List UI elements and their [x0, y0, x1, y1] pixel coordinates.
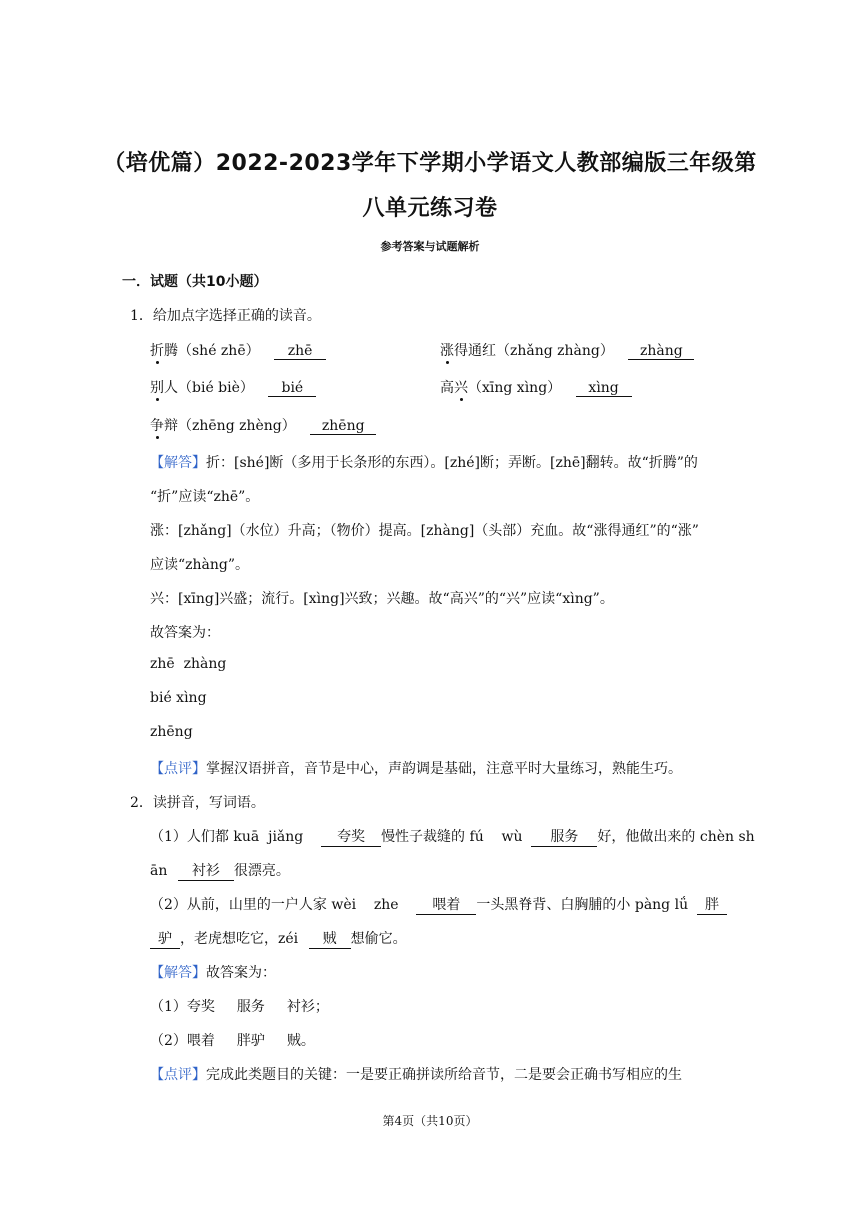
page-title: （培优篇）2022-2023学年下学期小学语文人教部编版三年级第 — [103, 151, 757, 176]
q1-item-5: 争辩（zhēng zhèng） zhēng — [150, 415, 376, 435]
q1-analysis-line-4: 应读“zhàng”。 — [150, 557, 250, 573]
answer-blank: bié — [268, 380, 316, 397]
answer-blank: 驴 — [150, 928, 180, 949]
q1-item-2: 涨得通红（zhǎng zhàng） zhàng — [440, 340, 694, 360]
page-title-line2: 八单元练习卷 — [362, 196, 498, 221]
answer-blank: 胖 — [697, 894, 727, 915]
dotted-char: 兴 — [454, 380, 468, 396]
q1-comment: 【点评】掌握汉语拼音，音节是中心，声韵调是基础，注意平时大量练习，熟能生巧。 — [150, 761, 682, 777]
q2-analysis: 【解答】故答案为： — [150, 965, 276, 981]
q1-analysis-line-6: 故答案为： — [150, 625, 220, 641]
comment-tag: 【点评】 — [150, 761, 206, 777]
dotted-char: 折 — [150, 343, 164, 359]
q1-answer-line-1: zhē zhàng — [150, 656, 227, 672]
answer-blank: zhē — [274, 343, 326, 360]
q2-answer-line-1: （1）夸奖 服务 衬衫； — [150, 999, 329, 1015]
comment-tag: 【点评】 — [150, 1067, 206, 1083]
q2-part-1-line-1: （1）人们都 kuā jiǎng 夸奖 慢性子裁缝的 fú wù 服务 好，他做出来的 chèn sh — [150, 826, 755, 847]
answer-blank: 贼 — [309, 928, 351, 949]
answer-blank: 服务 — [531, 826, 597, 847]
q1-analysis-line-2: “折”应读“zhē”。 — [150, 489, 260, 505]
analysis-tag: 【解答】 — [150, 965, 206, 981]
q1-analysis-line-5: 兴：[xīng]兴盛；流行。[xìng]兴致；兴趣。故“高兴”的“兴”应读“xìng”。 — [150, 591, 614, 607]
analysis-tag: 【解答】 — [150, 455, 206, 471]
q1-item-4: 高兴（xīng xìng） xìng — [440, 377, 632, 397]
section-heading: 一．试题（共10小题） — [122, 274, 268, 290]
dotted-char: 争 — [150, 418, 164, 434]
q1-analysis-line-3: 涨：[zhǎng]（水位）升高；（物价）提高。[zhàng]（头部）充血。故“涨得通红”的“涨” — [150, 523, 699, 539]
dotted-char: 别 — [150, 380, 164, 396]
answer-blank: 喂着 — [416, 894, 476, 915]
answer-blank: 衬衫 — [178, 860, 234, 881]
page-footer: 第4页（共10页） — [382, 1114, 478, 1128]
q2-part-2-line-1: （2）从前，山里的一户人家 wèi zhe 喂着 一头黑脊背、白胸脯的小 pàng lǘ 胖 — [150, 894, 727, 915]
q1-analysis-line-1: 【解答】折：[shé]断（多用于长条形的东西）。[zhé]断；弄断。[zhē]翻转。故“折腾”的 — [150, 455, 698, 471]
question-1-prompt: 1．给加点字选择正确的读音。 — [130, 308, 321, 324]
q2-answer-line-2: （2）喂着 胖驴 贼。 — [150, 1033, 315, 1049]
answer-blank: zhēng — [310, 418, 376, 435]
q2-part-2-line-2: 驴 ，老虎想吃它，zéi 贼 想偷它。 — [150, 928, 407, 949]
q1-item-3: 别人（bié biè） bié — [150, 377, 316, 397]
q1-answer-line-3: zhēng — [150, 724, 193, 740]
question-2-prompt: 2．读拼音，写词语。 — [130, 795, 265, 811]
answer-blank: xìng — [576, 380, 632, 397]
q1-item-1: 折腾（shé zhē） zhē — [150, 340, 326, 360]
subtitle: 参考答案与试题解析 — [380, 240, 480, 253]
q1-answer-line-2: bié xìng — [150, 690, 207, 706]
answer-blank: zhàng — [628, 343, 694, 360]
q2-part-1-line-2: ān 衬衫 很漂亮。 — [150, 860, 290, 881]
dotted-char: 涨 — [440, 343, 454, 359]
answer-blank: 夸奖 — [321, 826, 381, 847]
q2-comment: 【点评】完成此类题目的关键：一是要正确拼读所给音节，二是要会正确书写相应的生 — [150, 1067, 682, 1083]
